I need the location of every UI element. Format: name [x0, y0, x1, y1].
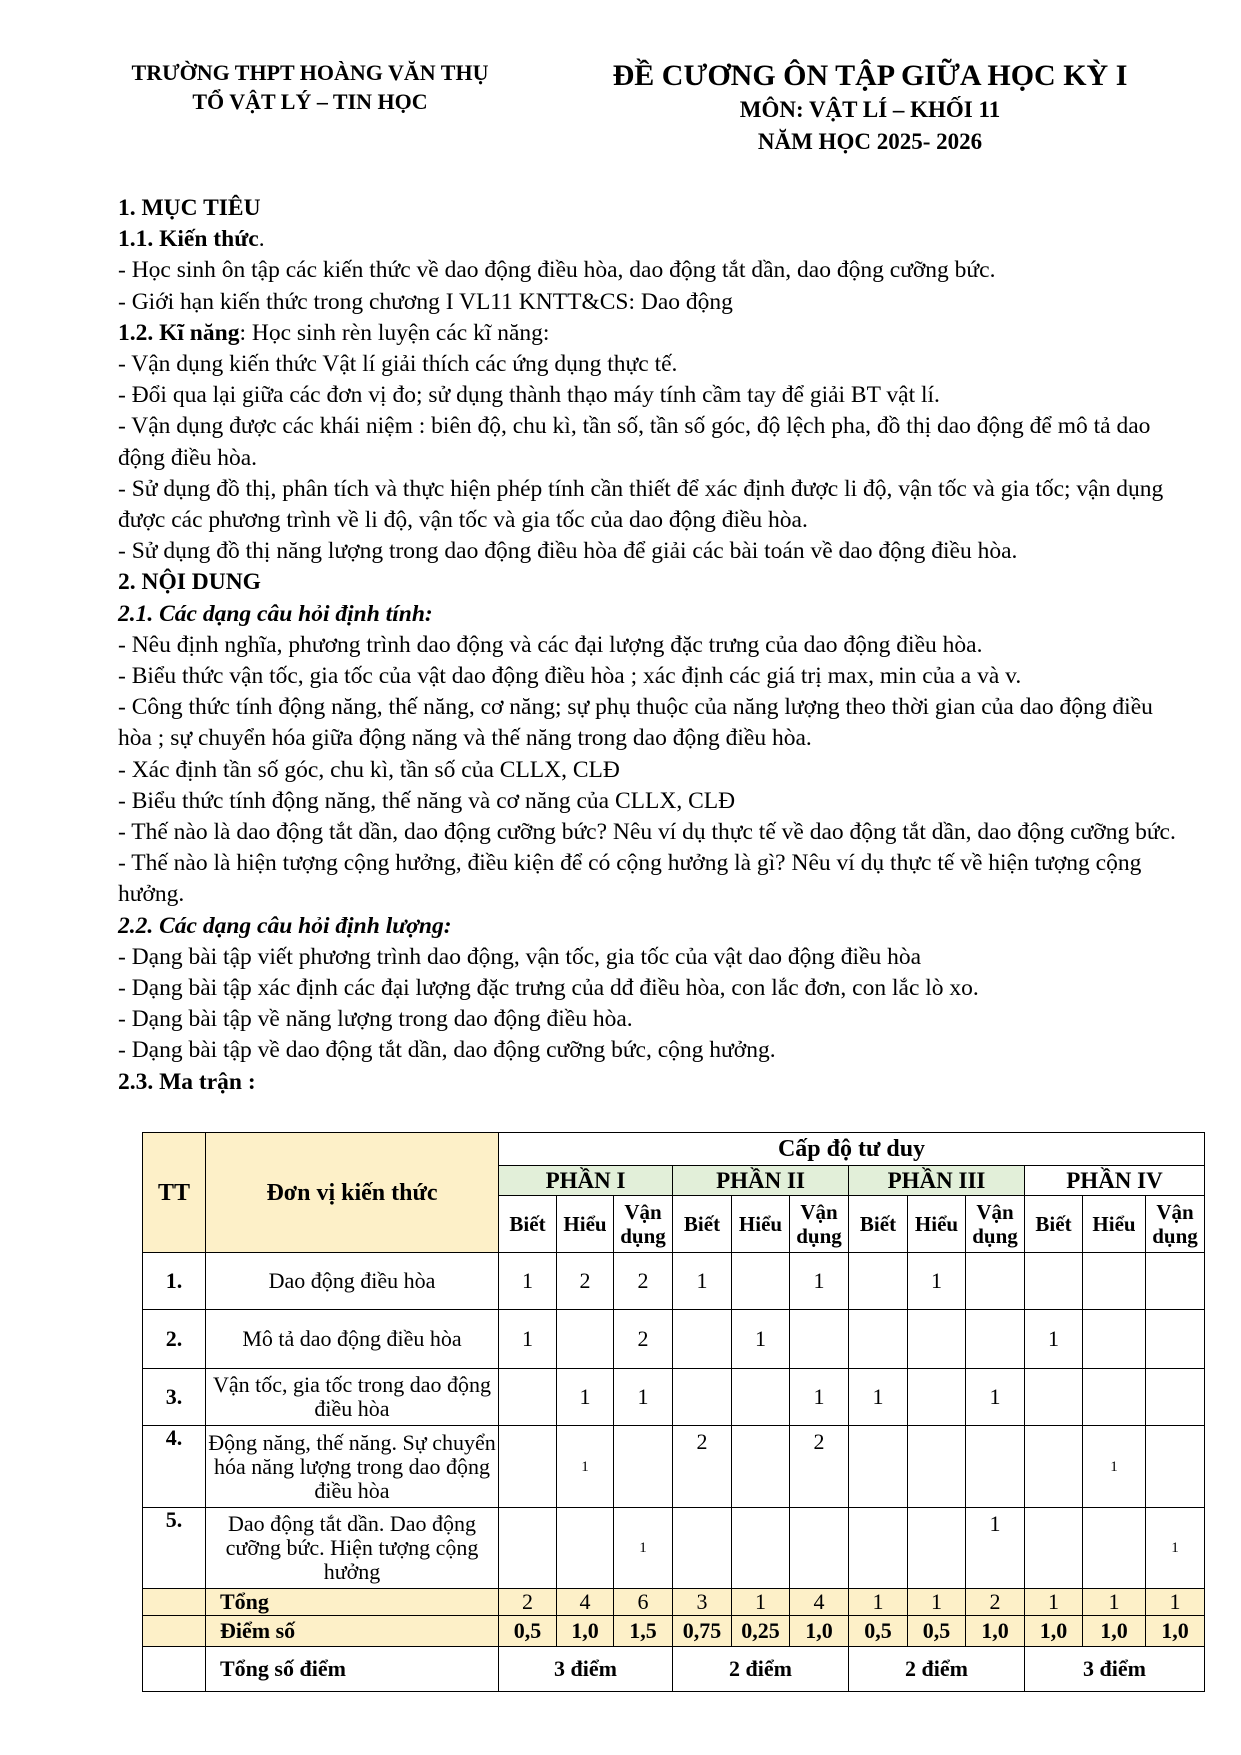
hieu-header: Hiểu: [557, 1196, 614, 1253]
tt-header: TT: [143, 1133, 206, 1253]
score-cell: 1,5: [614, 1616, 673, 1647]
skill-line: - Vận dụng kiến thức Vật lí giải thích các ứng dụng thực tế.: [118, 351, 678, 378]
score-cell: 0,25: [732, 1616, 790, 1647]
school-header: [100, 58, 520, 116]
matrix-cell: [790, 1508, 849, 1589]
total-cell: 6: [614, 1589, 673, 1616]
total-cell: 3: [673, 1589, 732, 1616]
matrix-cell: 2: [557, 1253, 614, 1310]
hieu-header: Hiểu: [908, 1196, 966, 1253]
matrix-cell: 1: [499, 1310, 557, 1369]
score-tt-cell: [143, 1616, 206, 1647]
matrix-cell: [1146, 1253, 1205, 1310]
unit-header: Đơn vị kiến thức: [206, 1133, 499, 1253]
total-row: [143, 1589, 1205, 1616]
skills-heading: [118, 318, 1178, 349]
quantitative-title: 2.2. Các dạng câu hỏi định lượng:: [118, 912, 452, 939]
matrix-cell: [1146, 1369, 1205, 1426]
matrix-cell: 1: [849, 1369, 908, 1426]
matrix-cell: [908, 1310, 966, 1369]
quantitative-line: - Dạng bài tập về dao động tắt dần, dao động cưỡng bức, cộng hưởng.: [118, 1037, 776, 1064]
score-cell: 1,0: [1146, 1616, 1205, 1647]
matrix-cell: [673, 1369, 732, 1426]
vandung-text-2: dụng: [1152, 1224, 1198, 1248]
skill-line: - Đổi qua lại giữa các đơn vị đo; sử dụng thành thạo máy tính cầm tay để giải BT vật lí.: [118, 382, 940, 409]
matrix-cell: [673, 1310, 732, 1369]
qualitative-line: - Xác định tần số góc, chu kì, tần số của CLLX, CLĐ: [118, 756, 620, 783]
biet-header: Biết: [1025, 1196, 1083, 1253]
vandung-text-2: dụng: [972, 1224, 1018, 1248]
knowledge-unit: Vận tốc, gia tốc trong dao động điều hòa: [206, 1369, 499, 1426]
total-cell: 1: [1083, 1589, 1146, 1616]
knowledge-heading: [118, 224, 1178, 255]
total-cell: 2: [499, 1589, 557, 1616]
level-header: Cấp độ tư duy: [499, 1133, 1205, 1166]
score-cell: 1,0: [790, 1616, 849, 1647]
school-name: TRƯỜNG THPT HOÀNG VĂN THỤ: [131, 60, 489, 85]
biet-header: Biết: [499, 1196, 557, 1253]
total-cell: 4: [790, 1589, 849, 1616]
score-cell: 0,75: [673, 1616, 732, 1647]
total-cell: 1: [1146, 1589, 1205, 1616]
qualitative-line: - Công thức tính động năng, thế năng, cơ năng; sự phụ thuộc của năng lượng theo thời gian của dao động điều hòa ; sự chuyển hóa giữa động năng và thế năng trong dao động điều hòa.: [118, 694, 1153, 752]
matrix-cell: [732, 1426, 790, 1508]
vandung-text-1: Vận: [1156, 1200, 1194, 1224]
section-1-title: 1. MỤC TIÊU: [118, 195, 261, 221]
skill-line: - Vận dụng được các khái niệm : biên độ, chu kì, tần số, tần số góc, độ lệch pha, đồ thị dao động để mô tả dao động điều hòa.: [118, 413, 1151, 471]
matrix-cell: [557, 1508, 614, 1589]
skill-line: - Sử dụng đồ thị, phân tích và thực hiện phép tính cần thiết để xác định được li độ, vận tốc và gia tốc; vận dụng được các phương trình về li độ, vận tốc và gia tốc của dao động điều hòa.: [118, 475, 1164, 534]
row-number: 2.: [143, 1310, 206, 1369]
table-row: [143, 1253, 1205, 1310]
total-points-label: Tổng số điểm: [206, 1647, 499, 1692]
matrix-cell: 1: [966, 1508, 1025, 1589]
document-header: [560, 58, 1180, 158]
matrix-cell: [1025, 1426, 1083, 1508]
vandung-header: [966, 1196, 1025, 1253]
matrix-cell: [849, 1426, 908, 1508]
total-points-cell: 3 điểm: [499, 1647, 673, 1692]
knowledge-dot: .: [258, 226, 265, 253]
matrix-cell: [1083, 1253, 1146, 1310]
skills-title: 1.2. Kĩ năng: [118, 319, 240, 346]
vandung-text-1: Vận: [976, 1200, 1014, 1224]
matrix-cell: [673, 1508, 732, 1589]
matrix-cell: [732, 1508, 790, 1589]
table-row: [143, 1426, 1205, 1508]
section-2-title: 2. NỘI DUNG: [118, 569, 261, 596]
matrix-cell: [1146, 1310, 1205, 1369]
row-number: 4.: [143, 1426, 206, 1508]
matrix-cell: 1: [499, 1253, 557, 1310]
quantitative-line: - Dạng bài tập xác định các đại lượng đặc trưng của dđ điều hòa, con lắc đơn, con lắc lò xo.: [118, 975, 979, 1002]
matrix-cell: [908, 1369, 966, 1426]
total-points-cell: 2 điểm: [673, 1647, 849, 1692]
matrix-cell: [966, 1310, 1025, 1369]
row-number: 5.: [143, 1508, 206, 1589]
skills-intro: : Học sinh rèn luyện các kĩ năng:: [239, 319, 550, 346]
subject-line: MÔN: VẬT LÍ – KHỐI 11: [739, 97, 1001, 122]
matrix-cell: [499, 1508, 557, 1589]
part-header: PHẦN II: [673, 1166, 849, 1196]
hieu-header: Hiểu: [1083, 1196, 1146, 1253]
matrix-cell: 1: [557, 1369, 614, 1426]
score-cell: 1,0: [966, 1616, 1025, 1647]
qualitative-title: 2.1. Các dạng câu hỏi định tính:: [118, 600, 433, 627]
matrix-cell: [1083, 1310, 1146, 1369]
vandung-text-2: dụng: [796, 1224, 842, 1248]
matrix-cell: [499, 1426, 557, 1508]
department-name: TỔ VẬT LÝ – TIN HỌC: [192, 89, 428, 114]
qualitative-line: - Biểu thức tính động năng, thế năng và cơ năng của CLLX, CLĐ: [118, 787, 736, 814]
vandung-text-2: dụng: [620, 1224, 666, 1248]
matrix-cell: [966, 1426, 1025, 1508]
school-year: NĂM HỌC 2025- 2026: [757, 129, 983, 154]
matrix-cell: [1083, 1508, 1146, 1589]
matrix-header-row: [143, 1133, 1205, 1166]
matrix-cell: 1: [732, 1310, 790, 1369]
qualitative-line: - Thế nào là dao động tắt dần, dao động cưỡng bức? Nêu ví dụ thực tế về dao động tắt dần, dao động cưỡng bức.: [118, 819, 1176, 846]
matrix-cell: [908, 1508, 966, 1589]
part-header: PHẦN III: [849, 1166, 1025, 1196]
biet-header: Biết: [849, 1196, 908, 1253]
matrix-cell: [732, 1369, 790, 1426]
matrix-cell: 2: [790, 1426, 849, 1508]
vandung-header: [1146, 1196, 1205, 1253]
score-row: [143, 1616, 1205, 1647]
knowledge-title: 1.1. Kiến thức: [118, 226, 259, 253]
matrix-cell: 1: [557, 1426, 614, 1508]
knowledge-line: - Học sinh ôn tập các kiến thức về dao động điều hòa, dao động tắt dần, dao động cưỡng bức.: [118, 257, 996, 284]
matrix-cell: 2: [614, 1310, 673, 1369]
knowledge-unit: Dao động tắt dần. Dao động cưỡng bức. Hiện tượng cộng hưởng: [206, 1508, 499, 1589]
matrix-table: [142, 1132, 1205, 1692]
quantitative-line: - Dạng bài tập viết phương trình dao động, vận tốc, gia tốc của vật dao động điều hòa: [118, 943, 922, 970]
qualitative-line: - Biểu thức vận tốc, gia tốc của vật dao động điều hòa ; xác định các giá trị max, min của a và v.: [118, 663, 1022, 690]
skill-line: - Sử dụng đồ thị năng lượng trong dao động điều hòa để giải các bài toán về dao động điều hòa.: [118, 538, 1018, 565]
matrix-cell: [966, 1253, 1025, 1310]
total-cell: 1: [1025, 1589, 1083, 1616]
matrix-cell: [732, 1253, 790, 1310]
row-number: 1.: [143, 1253, 206, 1310]
score-cell: 0,5: [499, 1616, 557, 1647]
row-number: 3.: [143, 1369, 206, 1426]
total-tt-cell: [143, 1589, 206, 1616]
matrix-cell: [614, 1426, 673, 1508]
hieu-header: Hiểu: [732, 1196, 790, 1253]
matrix-cell: 1: [673, 1253, 732, 1310]
matrix-cell: 2: [614, 1253, 673, 1310]
matrix-cell: 1: [790, 1253, 849, 1310]
total-points-cell: 3 điểm: [1025, 1647, 1205, 1692]
part-header: PHẦN I: [499, 1166, 673, 1196]
matrix-cell: [790, 1310, 849, 1369]
matrix-cell: 1: [1146, 1508, 1205, 1589]
total-label: Tổng: [206, 1589, 499, 1616]
vandung-text-1: Vận: [800, 1200, 838, 1224]
matrix-cell: [849, 1508, 908, 1589]
matrix-cell: [849, 1253, 908, 1310]
document-title: ĐỀ CƯƠNG ÔN TẬP GIỮA HỌC KỲ I: [612, 59, 1128, 92]
matrix-cell: [1025, 1253, 1083, 1310]
total-cell: 4: [557, 1589, 614, 1616]
part-header: PHẦN IV: [1025, 1166, 1205, 1196]
knowledge-unit: Dao động điều hòa: [206, 1253, 499, 1310]
biet-header: Biết: [673, 1196, 732, 1253]
total-cell: 2: [966, 1589, 1025, 1616]
score-cell: 0,5: [908, 1616, 966, 1647]
matrix-cell: 1: [1025, 1310, 1083, 1369]
table-row: [143, 1508, 1205, 1589]
table-row: [143, 1310, 1205, 1369]
matrix-cell: 1: [908, 1253, 966, 1310]
total-cell: 1: [732, 1589, 790, 1616]
quantitative-line: - Dạng bài tập về năng lượng trong dao động điều hòa.: [118, 1006, 633, 1033]
matrix-cell: 1: [614, 1508, 673, 1589]
matrix-cell: 1: [614, 1369, 673, 1426]
vandung-header: [790, 1196, 849, 1253]
matrix-cell: [1025, 1369, 1083, 1426]
knowledge-line: - Giới hạn kiến thức trong chương I VL11 KNTT&CS: Dao động: [118, 288, 733, 315]
matrix-cell: 1: [966, 1369, 1025, 1426]
score-label: Điểm số: [206, 1616, 499, 1647]
matrix-title: 2.3. Ma trận :: [118, 1068, 256, 1095]
total-points-tt-cell: [143, 1647, 206, 1692]
total-points-row: [143, 1647, 1205, 1692]
score-cell: 1,0: [1025, 1616, 1083, 1647]
matrix-cell: [1146, 1426, 1205, 1508]
matrix-cell: [1083, 1369, 1146, 1426]
vandung-text-1: Vận: [624, 1200, 662, 1224]
score-cell: 1,0: [557, 1616, 614, 1647]
document-body: [118, 193, 1178, 1098]
total-cell: 1: [849, 1589, 908, 1616]
qualitative-line: - Thế nào là hiện tượng cộng hưởng, điều kiện để có cộng hưởng là gì? Nêu ví dụ thực tế về hiện tượng cộng hưởng.: [118, 850, 1142, 908]
score-cell: 1,0: [1083, 1616, 1146, 1647]
knowledge-unit: Động năng, thế năng. Sự chuyển hóa năng lượng trong dao động điều hòa: [206, 1426, 499, 1508]
matrix-cell: 2: [673, 1426, 732, 1508]
vandung-header: [614, 1196, 673, 1253]
matrix-cell: [849, 1310, 908, 1369]
matrix-cell: [557, 1310, 614, 1369]
qualitative-line: - Nêu định nghĩa, phương trình dao động và các đại lượng đặc trưng của dao động điều hòa.: [118, 631, 983, 658]
matrix-cell: [1025, 1508, 1083, 1589]
knowledge-unit: Mô tả dao động điều hòa: [206, 1310, 499, 1369]
total-cell: 1: [908, 1589, 966, 1616]
total-points-cell: 2 điểm: [849, 1647, 1025, 1692]
matrix-cell: 1: [1083, 1426, 1146, 1508]
table-row: [143, 1369, 1205, 1426]
score-cell: 0,5: [849, 1616, 908, 1647]
matrix-cell: 1: [790, 1369, 849, 1426]
matrix-cell: [908, 1426, 966, 1508]
matrix-cell: [499, 1369, 557, 1426]
